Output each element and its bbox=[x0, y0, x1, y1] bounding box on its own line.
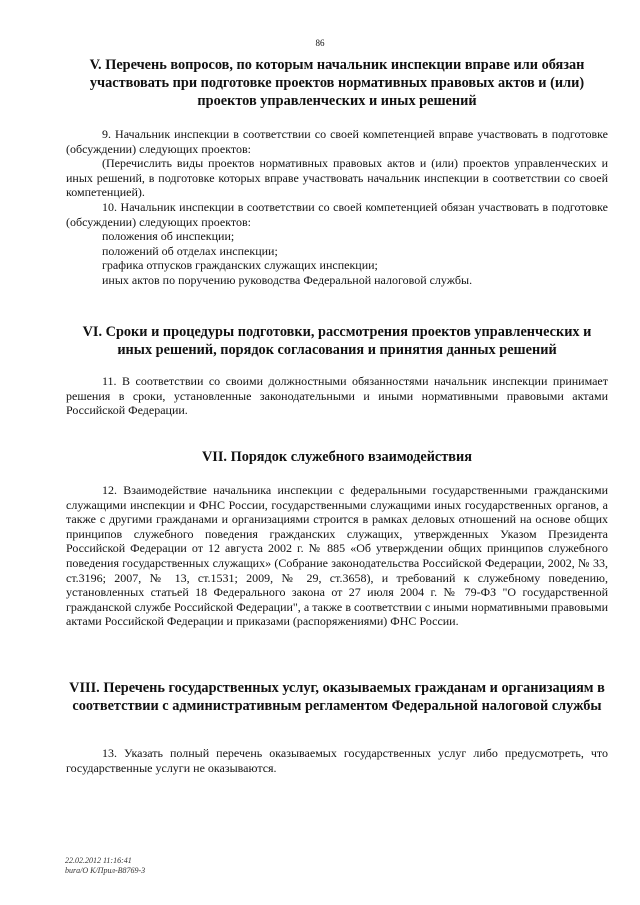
page-number: 86 bbox=[315, 38, 325, 48]
list-item: положения об инспекции; bbox=[102, 229, 235, 244]
paragraph-11: 11. В соответствии со своими должностными обязанностями начальник инспекции принимает решения в сроки, установленные законодательными и иными нормативными правовыми актами Российской Федерации. bbox=[66, 374, 608, 418]
section-5-body bbox=[66, 127, 608, 288]
paragraph-13: 13. Указать полный перечень оказываемых государственных услуг либо предусмотреть, что государственные услуги не оказываются. bbox=[66, 746, 608, 775]
paragraph-10: 10. Начальник инспекции в соответствии со своей компетенцией обязан участвовать в подготовке (обсуждении) следующих проектов: bbox=[66, 199, 608, 229]
section-5-title: V. Перечень вопросов, по которым начальник инспекции вправе или обязан участвовать при подготовке проектов нормативных правовых актов и (или) проектов управленческих и иных решений bbox=[89, 57, 585, 109]
section-6 bbox=[66, 323, 608, 359]
section-7 bbox=[66, 448, 608, 466]
list-item: иных актов по поручению руководства Федеральной налоговой службы. bbox=[102, 272, 473, 287]
list-item: положений об отделах инспекции; bbox=[102, 243, 278, 258]
paragraph-9: 9. Начальник инспекции в соответствии со своей компетенцией вправе участвовать в подготовке (обсуждении) следующих проектов: bbox=[66, 127, 608, 156]
section-6-body bbox=[66, 374, 608, 418]
section-6-title: VI. Сроки и процедуры подготовки, рассмотрения проектов управленческих и иных решений, порядок согласования и принятия данных решений bbox=[82, 324, 592, 358]
footer-document-id: bura/O K/Прил-B8769-3 bbox=[65, 866, 146, 875]
document-footer bbox=[65, 856, 145, 876]
section-8-body bbox=[66, 746, 608, 775]
section-8 bbox=[66, 679, 608, 715]
section-7-body bbox=[66, 483, 608, 629]
footer-timestamp: 22.02.2012 11:16:41 bbox=[65, 856, 132, 865]
paragraph-12: 12. Взаимодействие начальника инспекции с федеральными государственными гражданскими служащими инспекции и ФНС России, государственными служащими иных государственных органов, а также с другими гражданами и организациями строится в рамках деловых отношений на основе общих принципов служебного поведения гражданских служащих, утвержденных Указом Президента Российской Федерации от 12 августа 2002 г. № 885 «Об утверждении общих принципов служебного поведения государственных служащих» (Собрание законодательства Российской Федерации, 2002, № 33, ст.3196; 2007, № 13, ст.1531; 2009, № 29, ст.3658), и требований к служебному поведению, установленных статьей 18 Федерального закона от 27 июля 2004 г. № 79-ФЗ "О государственной гражданской службе Российской Федерации", а также в соответствии с иными нормативными правовыми актами Российской Федерации и приказами (распоряжениями) ФНС России. bbox=[66, 483, 608, 629]
section-5 bbox=[66, 56, 608, 110]
section-7-title: VII. Порядок служебного взаимодействия bbox=[201, 449, 472, 465]
section-8-title: VIII. Перечень государственных услуг, оказываемых гражданам и организациям в соответствии с административным регламентом Федеральной налоговой службы bbox=[69, 680, 605, 714]
paragraph-9-note: (Перечислить виды проектов нормативных правовых актов и (или) проектов управленческих и иных решений, в подготовке которых вправе участвовать начальник инспекции в соответствии со своей компетенцией). bbox=[66, 156, 608, 200]
list-item: графика отпусков гражданских служащих инспекции; bbox=[102, 258, 378, 273]
